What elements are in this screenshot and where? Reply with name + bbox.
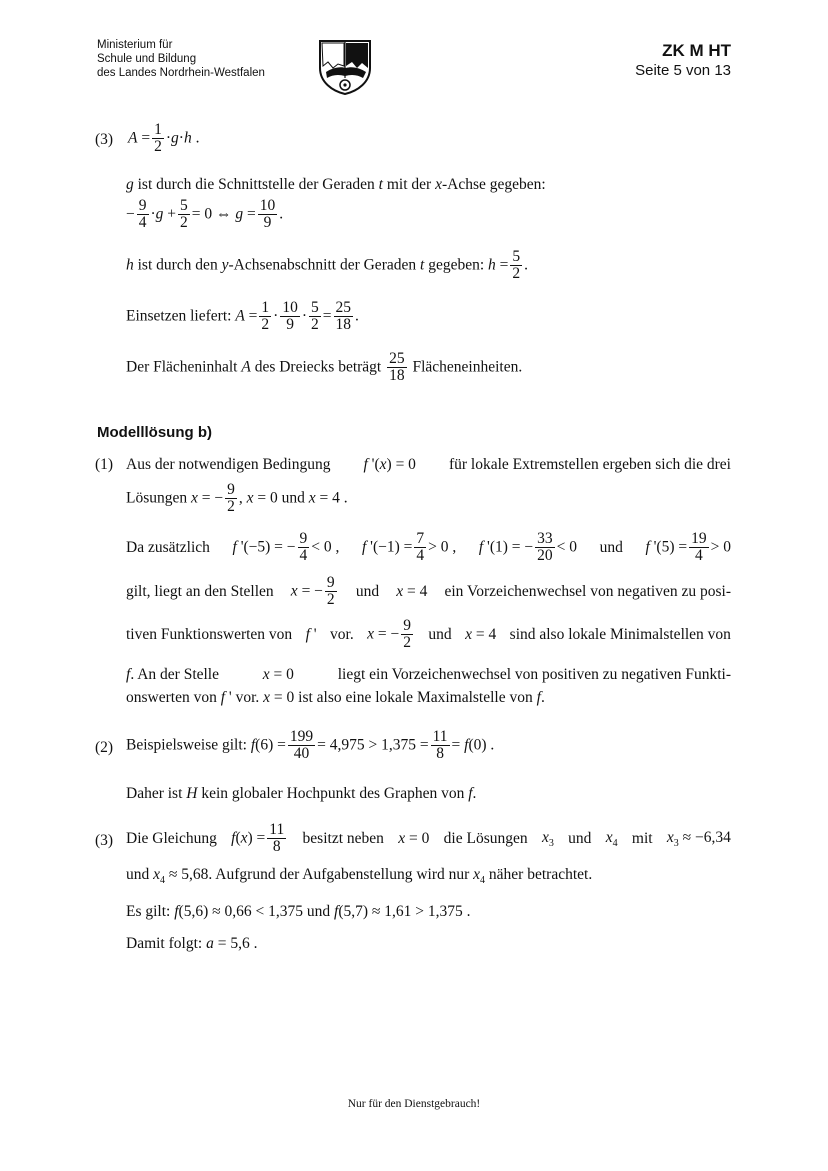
b2-kein: kein globaler Hochpunkt des Graphen von xyxy=(201,785,465,802)
h-text-3: gegeben: xyxy=(428,256,485,274)
section-heading-b: Modelllösung b) xyxy=(97,424,212,441)
b1-text-1b: für lokale Extremstellen ergeben sich die drei xyxy=(448,456,731,473)
b1-und: und xyxy=(281,489,305,507)
formula-area: A = $\frac{1}{2}$ ·g·h . xyxy=(128,121,200,156)
b3-es-gilt: Es gilt: xyxy=(126,903,171,920)
b1-vzw: ein Vorzeichenwechsel von negativen zu posi- xyxy=(444,582,731,600)
b1-solutions: Lösungen x = − $\frac{9}{2}$ , x = 0 und x = 4 . xyxy=(126,481,348,516)
b1-und-3: und xyxy=(355,582,380,600)
footer-note: Nur für den Dienstgebrauch! xyxy=(347,1098,481,1110)
item-number-b3: (3) xyxy=(95,832,114,849)
h-text-1: ist durch den xyxy=(137,256,218,274)
ministry-line-1: Ministerium für xyxy=(97,39,173,51)
area-conclusion: Der Flächeninhalt A des Dreiecks beträgt $\frac{25}{18}$ Flächeneinheiten. xyxy=(126,350,523,385)
b1-sind: sind also lokale Minimalstellen von xyxy=(509,625,731,643)
b1-text-1: Aus der notwendigen Bedingung xyxy=(126,456,331,473)
b1-vor-2: vor. xyxy=(235,689,260,706)
b1-gilt: gilt, liegt an den Stellen xyxy=(126,582,274,600)
b1-und-4: und xyxy=(428,625,452,643)
b3-und-3: und xyxy=(306,903,331,920)
ministry-line-3: des Landes Nordrhein-Westfalen xyxy=(97,67,265,79)
b1-da: Da zusätzlich xyxy=(126,538,210,556)
formula-g: − $\frac{9}{4}$ ·g + $\frac{5}{2}$ = 0 ⇔ g = $\frac{10}{9}$ . xyxy=(126,197,284,232)
b3-und: und xyxy=(568,829,592,847)
b3-line-3: Es gilt: f(5,6) ≈ 0,66 < 1,375 und f(5,7) ≈ 1,61 > 1,375 . xyxy=(126,903,471,920)
header-right xyxy=(635,40,731,80)
b3-line-4: Damit folgt: a = 5,6 . xyxy=(126,935,258,952)
b1-line-tiven: tiven Funktionswerten von f ' vor. x = − $\frac{9}{2}$ und x = 4 sind also lokale Minimalstellen von xyxy=(126,617,731,652)
b1-tiven: tiven Funktionswerten von xyxy=(126,625,293,643)
ministry-line-2: Schule und Bildung xyxy=(97,53,197,65)
nrw-crest-icon xyxy=(316,38,374,96)
einsetzen-line: Einsetzen liefert: A = $\frac{1}{2}$ · $\frac{10}{9}$ · $\frac{5}{2}$ = $\frac{25}{18}$ . xyxy=(126,299,359,334)
b2-daher: Daher ist xyxy=(126,785,183,802)
b1-onswerten: onswerten von xyxy=(126,689,217,706)
g-text-2: mit der xyxy=(386,176,432,193)
conclusion-mid: des Dreiecks beträgt xyxy=(254,358,382,376)
exam-code: ZK M HT xyxy=(662,41,731,60)
b2-example: Beispielsweise gilt: f(6) = $\frac{199}{40}$ = 4,975 > 1,375 = $\frac{11}{8}$ = f(0) . xyxy=(126,728,495,763)
b3-aufgrund: . Aufgrund der Aufgabenstellung wird nur xyxy=(208,866,470,883)
b1-ist-max: ist also eine lokale Maximalstelle von xyxy=(298,689,533,706)
h-text-2: -Achsenabschnitt der Geraden xyxy=(228,256,417,274)
page-number: Seite 5 von 13 xyxy=(635,62,731,79)
b1-line-gilt: gilt, liegt an den Stellen x = − $\frac{9}{2}$ und x = 4 ein Vorzeichenwechsel von negativen zu posi- xyxy=(126,574,731,609)
ministry-name xyxy=(97,38,265,80)
conclusion-pre: Der Flächeninhalt xyxy=(126,358,238,376)
item-number-b2: (2) xyxy=(95,739,114,756)
g-text-3: -Achse gegeben: xyxy=(441,176,546,193)
g-text-1: ist durch die Schnittstelle der Geraden xyxy=(137,176,375,193)
b3-line-2: und $x_4 \approx 5,68$. Aufgrund der Aufgabenstellung wird nur $x_4$ näher betrachtet. xyxy=(126,866,593,886)
b1-an-der: . An der Stelle xyxy=(130,666,219,683)
b3-mit: mit xyxy=(631,829,653,847)
b1-und-2: und xyxy=(599,538,623,556)
b2-conclusion: Daher ist H kein globaler Hochpunkt des Graphen von f. xyxy=(126,785,477,802)
b3-naeher: näher betrachtet. xyxy=(488,866,593,883)
b3-line-1: Die Gleichung f(x) = $\frac{11}{8}$ besitzt neben x = 0 die Lösungen $x_3$ und $x_4$ mit $x_3 \approx -6,34$ xyxy=(126,821,731,856)
item-number-a3: (3) xyxy=(95,131,114,148)
b3-die-loes: die Lösungen xyxy=(443,829,528,847)
b2-beispiel: Beispielsweise gilt: xyxy=(126,736,247,754)
b1-liegt: liegt ein Vorzeichenwechsel von positiven zu negativen Funkti- xyxy=(337,666,731,683)
b1-line-1: Aus der notwendigen Bedingung f '(x) = 0 für lokale Extremstellen ergeben sich die drei xyxy=(126,456,731,473)
h-description: h ist durch den y-Achsenabschnitt der Geraden t gegeben: h = $\frac{5}{2}$ . xyxy=(126,248,529,283)
conclusion-post: Flächeneinheiten. xyxy=(412,358,523,376)
b1-line-stelle: f. An der Stelle x = 0 liegt ein Vorzeichenwechsel von positiven zu negativen Funkti- xyxy=(126,666,731,683)
b1-derivatives: Da zusätzlich f '(−5) = − $\frac{9}{4}$ < 0 , f '(−1) = $\frac{7}{4}$ > 0 , f '(1) = − $\frac{33}{20}$ < 0 und f '(5) = $\frac{19}{4}$ > 0 xyxy=(126,530,731,565)
b3-besitzt: besitzt neben xyxy=(302,829,384,847)
b1-line-max: onswerten von f ' vor. x = 0 ist also eine lokale Maximalstelle von f. xyxy=(126,689,545,706)
b3-gleichung: Die Gleichung xyxy=(126,829,217,847)
b3-und-2: und xyxy=(126,866,150,883)
item-number-b1: (1) xyxy=(95,456,114,473)
b1-loesungen: Lösungen xyxy=(126,489,188,507)
g-description: g ist durch die Schnittstelle der Geraden t mit der x-Achse gegeben: xyxy=(126,176,546,193)
b1-vor: vor. xyxy=(330,625,354,643)
einsetzen-label: Einsetzen liefert: xyxy=(126,307,232,325)
b3-damit: Damit folgt: xyxy=(126,935,203,952)
